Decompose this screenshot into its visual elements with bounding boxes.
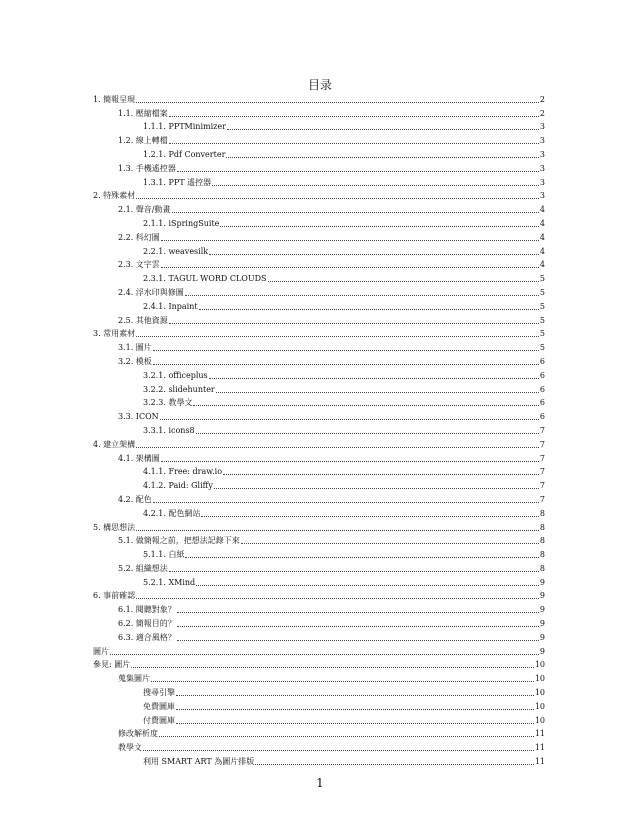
toc-entry-label: 1.2. 線上轉檔 — [118, 136, 168, 146]
toc-entry-page: 5 — [539, 274, 545, 284]
toc-entry-label: 5.1. 做簡報之前，把想法記錄下來 — [118, 536, 240, 546]
dot-leader — [151, 681, 534, 682]
toc-entry-label: 圖片 — [93, 646, 109, 656]
toc-entry-page: 4 — [539, 232, 545, 242]
toc-entry-label: 1.1. 壓縮檔案 — [118, 108, 168, 118]
toc-entry-label: 5. 構思想法 — [93, 522, 136, 532]
toc-entry[interactable] — [93, 505, 545, 519]
toc-entry-label: 3.3. ICON — [118, 412, 159, 422]
dot-leader — [136, 598, 539, 599]
dot-leader — [255, 764, 534, 765]
toc-entry-page: 3 — [539, 122, 545, 132]
dot-leader — [193, 405, 538, 406]
dot-leader — [172, 212, 539, 213]
toc-entry-label: 利用 SMART ART 為圖片排版 — [143, 757, 255, 767]
dot-leader — [169, 323, 539, 324]
dot-leader — [131, 667, 534, 668]
dot-leader — [136, 198, 539, 199]
toc-entry-label: 2.3. 文字雲 — [118, 260, 160, 270]
toc-entry-label: 2.2.1. weavesilk — [143, 246, 209, 256]
toc-entry-page: 10 — [534, 688, 545, 698]
dot-leader — [177, 640, 539, 641]
toc-entry-page: 7 — [539, 467, 545, 477]
toc-entry-label: 1.1.1. PPTMinimizer — [143, 122, 226, 132]
dot-leader — [136, 102, 539, 103]
dot-leader — [185, 557, 538, 558]
dot-leader — [161, 267, 539, 268]
toc-entry-page: 9 — [539, 646, 545, 656]
toc-entry-label: 參見: 圖片 — [93, 660, 131, 670]
toc-entry[interactable] — [93, 436, 545, 450]
dot-leader — [110, 654, 539, 655]
dot-leader — [176, 695, 534, 696]
toc-entry[interactable] — [93, 381, 545, 395]
dot-leader — [212, 185, 539, 186]
toc-entry[interactable] — [93, 464, 545, 478]
dot-leader — [153, 350, 539, 351]
toc-entry-label: 5.1.1. 白紙 — [143, 550, 185, 560]
toc-entry[interactable] — [93, 257, 545, 271]
dot-leader — [177, 171, 539, 172]
toc-entry[interactable] — [93, 450, 545, 464]
toc-entry-page: 6 — [539, 370, 545, 380]
toc-entry-page: 4 — [539, 205, 545, 215]
toc-entry-page: 8 — [539, 508, 545, 518]
table-of-contents — [93, 91, 545, 767]
dot-leader — [159, 736, 534, 737]
toc-entry[interactable] — [93, 684, 545, 698]
toc-entry-label: 6.1. 閱聽對象？ — [118, 605, 176, 615]
dot-leader — [169, 571, 539, 572]
dot-leader — [268, 281, 539, 282]
toc-entry-label: 1.2.1. Pdf Converter — [143, 149, 226, 159]
dot-leader — [177, 612, 539, 613]
dot-leader — [216, 392, 539, 393]
toc-entry-label: 5.2. 組織想法 — [118, 563, 168, 573]
toc-entry-label: 1.3.1. PPT 遙控器 — [143, 177, 212, 187]
toc-entry-label: 3.2. 模板 — [118, 356, 152, 366]
toc-entry-label: 2.3.1. TAGUL WORD CLOUDS — [143, 274, 267, 284]
toc-entry[interactable] — [93, 105, 545, 119]
dot-leader — [169, 116, 539, 117]
toc-entry[interactable] — [93, 739, 545, 753]
toc-entry[interactable] — [93, 270, 545, 284]
dot-leader — [209, 378, 539, 379]
toc-title: 目录 — [307, 78, 332, 92]
toc-entry-label: 教學文 — [118, 743, 142, 753]
toc-entry-page: 4 — [539, 218, 545, 228]
toc-entry[interactable] — [93, 201, 545, 215]
toc-entry-page: 7 — [539, 425, 545, 435]
dot-leader — [160, 419, 539, 420]
dot-leader — [226, 157, 539, 158]
toc-entry-page: 11 — [534, 757, 545, 767]
dot-leader — [199, 309, 539, 310]
toc-entry-page: 10 — [534, 674, 545, 684]
toc-entry-page: 3 — [539, 163, 545, 173]
toc-entry-label: 2.1.1. iSpringSuite — [143, 218, 220, 228]
dot-leader — [161, 240, 539, 241]
toc-entry[interactable] — [93, 132, 545, 146]
dot-leader — [176, 709, 534, 710]
toc-entry-label: 4.2. 配色 — [118, 494, 152, 504]
dot-leader — [196, 433, 539, 434]
dot-leader — [196, 585, 539, 586]
toc-entry-label: 2.1. 聲音/動畫 — [118, 205, 171, 215]
toc-entry-label: 6.2. 簡報目的？ — [118, 619, 176, 629]
toc-entry-label: 2.5. 其他資源 — [118, 315, 168, 325]
toc-entry[interactable] — [93, 215, 545, 229]
toc-entry-page: 11 — [534, 743, 545, 753]
toc-entry-page: 2 — [539, 94, 545, 104]
dot-leader — [220, 226, 539, 227]
toc-entry[interactable] — [93, 574, 545, 588]
toc-entry-page: 6 — [539, 412, 545, 422]
toc-entry-page: 6 — [539, 398, 545, 408]
toc-entry-label: 3.2.1. officeplus — [143, 370, 208, 380]
toc-entry[interactable] — [93, 422, 545, 436]
dot-leader — [136, 336, 539, 337]
toc-entry-label: 免費圖庫 — [143, 701, 175, 711]
toc-entry[interactable] — [93, 643, 545, 657]
toc-entry-page: 6 — [539, 356, 545, 366]
toc-entry-label: 搜尋引擎 — [143, 688, 175, 698]
dot-leader — [169, 143, 539, 144]
toc-entry-label: 付費圖庫 — [143, 715, 175, 725]
toc-entry[interactable] — [93, 326, 545, 340]
toc-entry-label: 2.4.1. Inpaint — [143, 301, 198, 311]
toc-entry-label: 3.1. 圖片 — [118, 343, 152, 353]
toc-entry-page: 7 — [539, 494, 545, 504]
dot-leader — [143, 750, 534, 751]
toc-entry-page: 9 — [539, 632, 545, 642]
toc-entry[interactable] — [93, 560, 545, 574]
dot-leader — [223, 474, 539, 475]
toc-entry[interactable] — [93, 284, 545, 298]
toc-entry[interactable] — [93, 160, 545, 174]
toc-entry[interactable] — [93, 395, 545, 409]
dot-leader — [241, 543, 539, 544]
toc-entry-page: 3 — [539, 191, 545, 201]
toc-entry-page: 3 — [539, 149, 545, 159]
toc-entry-page: 3 — [539, 177, 545, 187]
toc-entry-page: 7 — [539, 453, 545, 463]
toc-entry[interactable] — [93, 753, 545, 767]
toc-entry-page: 4 — [539, 260, 545, 270]
toc-entry-page: 8 — [539, 536, 545, 546]
toc-entry-label: 4.1.1. Free: draw.io — [143, 467, 223, 477]
toc-entry[interactable] — [93, 601, 545, 615]
toc-entry[interactable] — [93, 298, 545, 312]
toc-entry-label: 3. 常用素材 — [93, 329, 136, 339]
toc-entry-page: 5 — [539, 329, 545, 339]
toc-entry[interactable] — [93, 243, 545, 257]
dot-leader — [161, 461, 539, 462]
toc-entry[interactable] — [93, 546, 545, 560]
toc-entry-label: 2.2. 科幻圖 — [118, 232, 160, 242]
toc-entry-label: 3.3.1. icons8 — [143, 425, 195, 435]
toc-entry[interactable] — [93, 91, 545, 105]
toc-entry[interactable] — [93, 119, 545, 133]
toc-entry-page: 9 — [539, 591, 545, 601]
toc-entry[interactable] — [93, 174, 545, 188]
dot-leader — [185, 295, 539, 296]
toc-entry-page: 7 — [539, 481, 545, 491]
toc-entry[interactable] — [93, 657, 545, 671]
dot-leader — [214, 488, 539, 489]
toc-entry[interactable] — [93, 698, 545, 712]
toc-entry-label: 4.2.1. 配色網站 — [143, 508, 201, 518]
toc-entry-page: 9 — [539, 619, 545, 629]
dot-leader — [227, 129, 539, 130]
toc-entry-page: 9 — [539, 577, 545, 587]
toc-entry[interactable] — [93, 229, 545, 243]
toc-entry-page: 8 — [539, 522, 545, 532]
toc-entry-page: 4 — [539, 246, 545, 256]
toc-entry[interactable] — [93, 629, 545, 643]
toc-entry[interactable] — [93, 670, 545, 684]
toc-entry-label: 5.2.1. XMind — [143, 577, 196, 587]
toc-entry-label: 修改解析度 — [118, 729, 158, 739]
toc-entry-label: 4.1. 架構圖 — [118, 453, 160, 463]
toc-entry[interactable] — [93, 491, 545, 505]
dot-leader — [176, 723, 534, 724]
toc-entry-page: 7 — [539, 439, 545, 449]
toc-entry[interactable] — [93, 188, 545, 202]
dot-leader — [153, 364, 539, 365]
toc-entry[interactable] — [93, 712, 545, 726]
toc-entry[interactable] — [93, 353, 545, 367]
dot-leader — [209, 254, 539, 255]
dot-leader — [201, 516, 538, 517]
toc-entry-page: 5 — [539, 343, 545, 353]
toc-entry[interactable] — [93, 533, 545, 547]
toc-entry-label: 1.3. 手機遙控器 — [118, 163, 176, 173]
page-number: 1 — [316, 776, 324, 790]
toc-entry[interactable] — [93, 726, 545, 740]
toc-entry-label: 3.2.3. 教學文 — [143, 398, 193, 408]
toc-entry-label: 6.3. 適合風格？ — [118, 632, 176, 642]
toc-entry-page: 5 — [539, 301, 545, 311]
toc-entry-label: 4. 建立架構 — [93, 439, 136, 449]
toc-entry-page: 6 — [539, 384, 545, 394]
dot-leader — [136, 530, 539, 531]
dot-leader — [177, 626, 539, 627]
toc-entry-page: 11 — [534, 729, 545, 739]
toc-entry[interactable] — [93, 367, 545, 381]
toc-entry-page: 10 — [534, 660, 545, 670]
toc-entry[interactable] — [93, 519, 545, 533]
toc-entry-page: 9 — [539, 605, 545, 615]
toc-entry-page: 8 — [539, 550, 545, 560]
toc-entry-label: 3.2.2. slidehunter — [143, 384, 215, 394]
toc-entry-page: 5 — [539, 287, 545, 297]
toc-entry-label: 6. 事前確認 — [93, 591, 136, 601]
toc-entry-label: 4.1.2. Paid: Gliffy — [143, 481, 213, 491]
toc-entry[interactable] — [93, 339, 545, 353]
dot-leader — [136, 447, 539, 448]
toc-entry[interactable] — [93, 146, 545, 160]
toc-entry-page: 10 — [534, 715, 545, 725]
dot-leader — [153, 502, 539, 503]
toc-entry[interactable] — [93, 408, 545, 422]
toc-entry-label: 2. 特殊素材 — [93, 191, 136, 201]
toc-entry-page: 10 — [534, 701, 545, 711]
toc-entry-page: 5 — [539, 315, 545, 325]
toc-entry-page: 8 — [539, 563, 545, 573]
toc-entry-page: 3 — [539, 136, 545, 146]
toc-entry[interactable] — [93, 588, 545, 602]
toc-entry[interactable] — [93, 312, 545, 326]
toc-entry-label: 2.4. 浮水印與修圖 — [118, 287, 184, 297]
toc-entry-page: 2 — [539, 108, 545, 118]
toc-entry-label: 1. 簡報呈現 — [93, 94, 136, 104]
toc-entry[interactable] — [93, 615, 545, 629]
toc-entry[interactable] — [93, 477, 545, 491]
toc-entry-label: 蒐集圖片 — [118, 674, 150, 684]
